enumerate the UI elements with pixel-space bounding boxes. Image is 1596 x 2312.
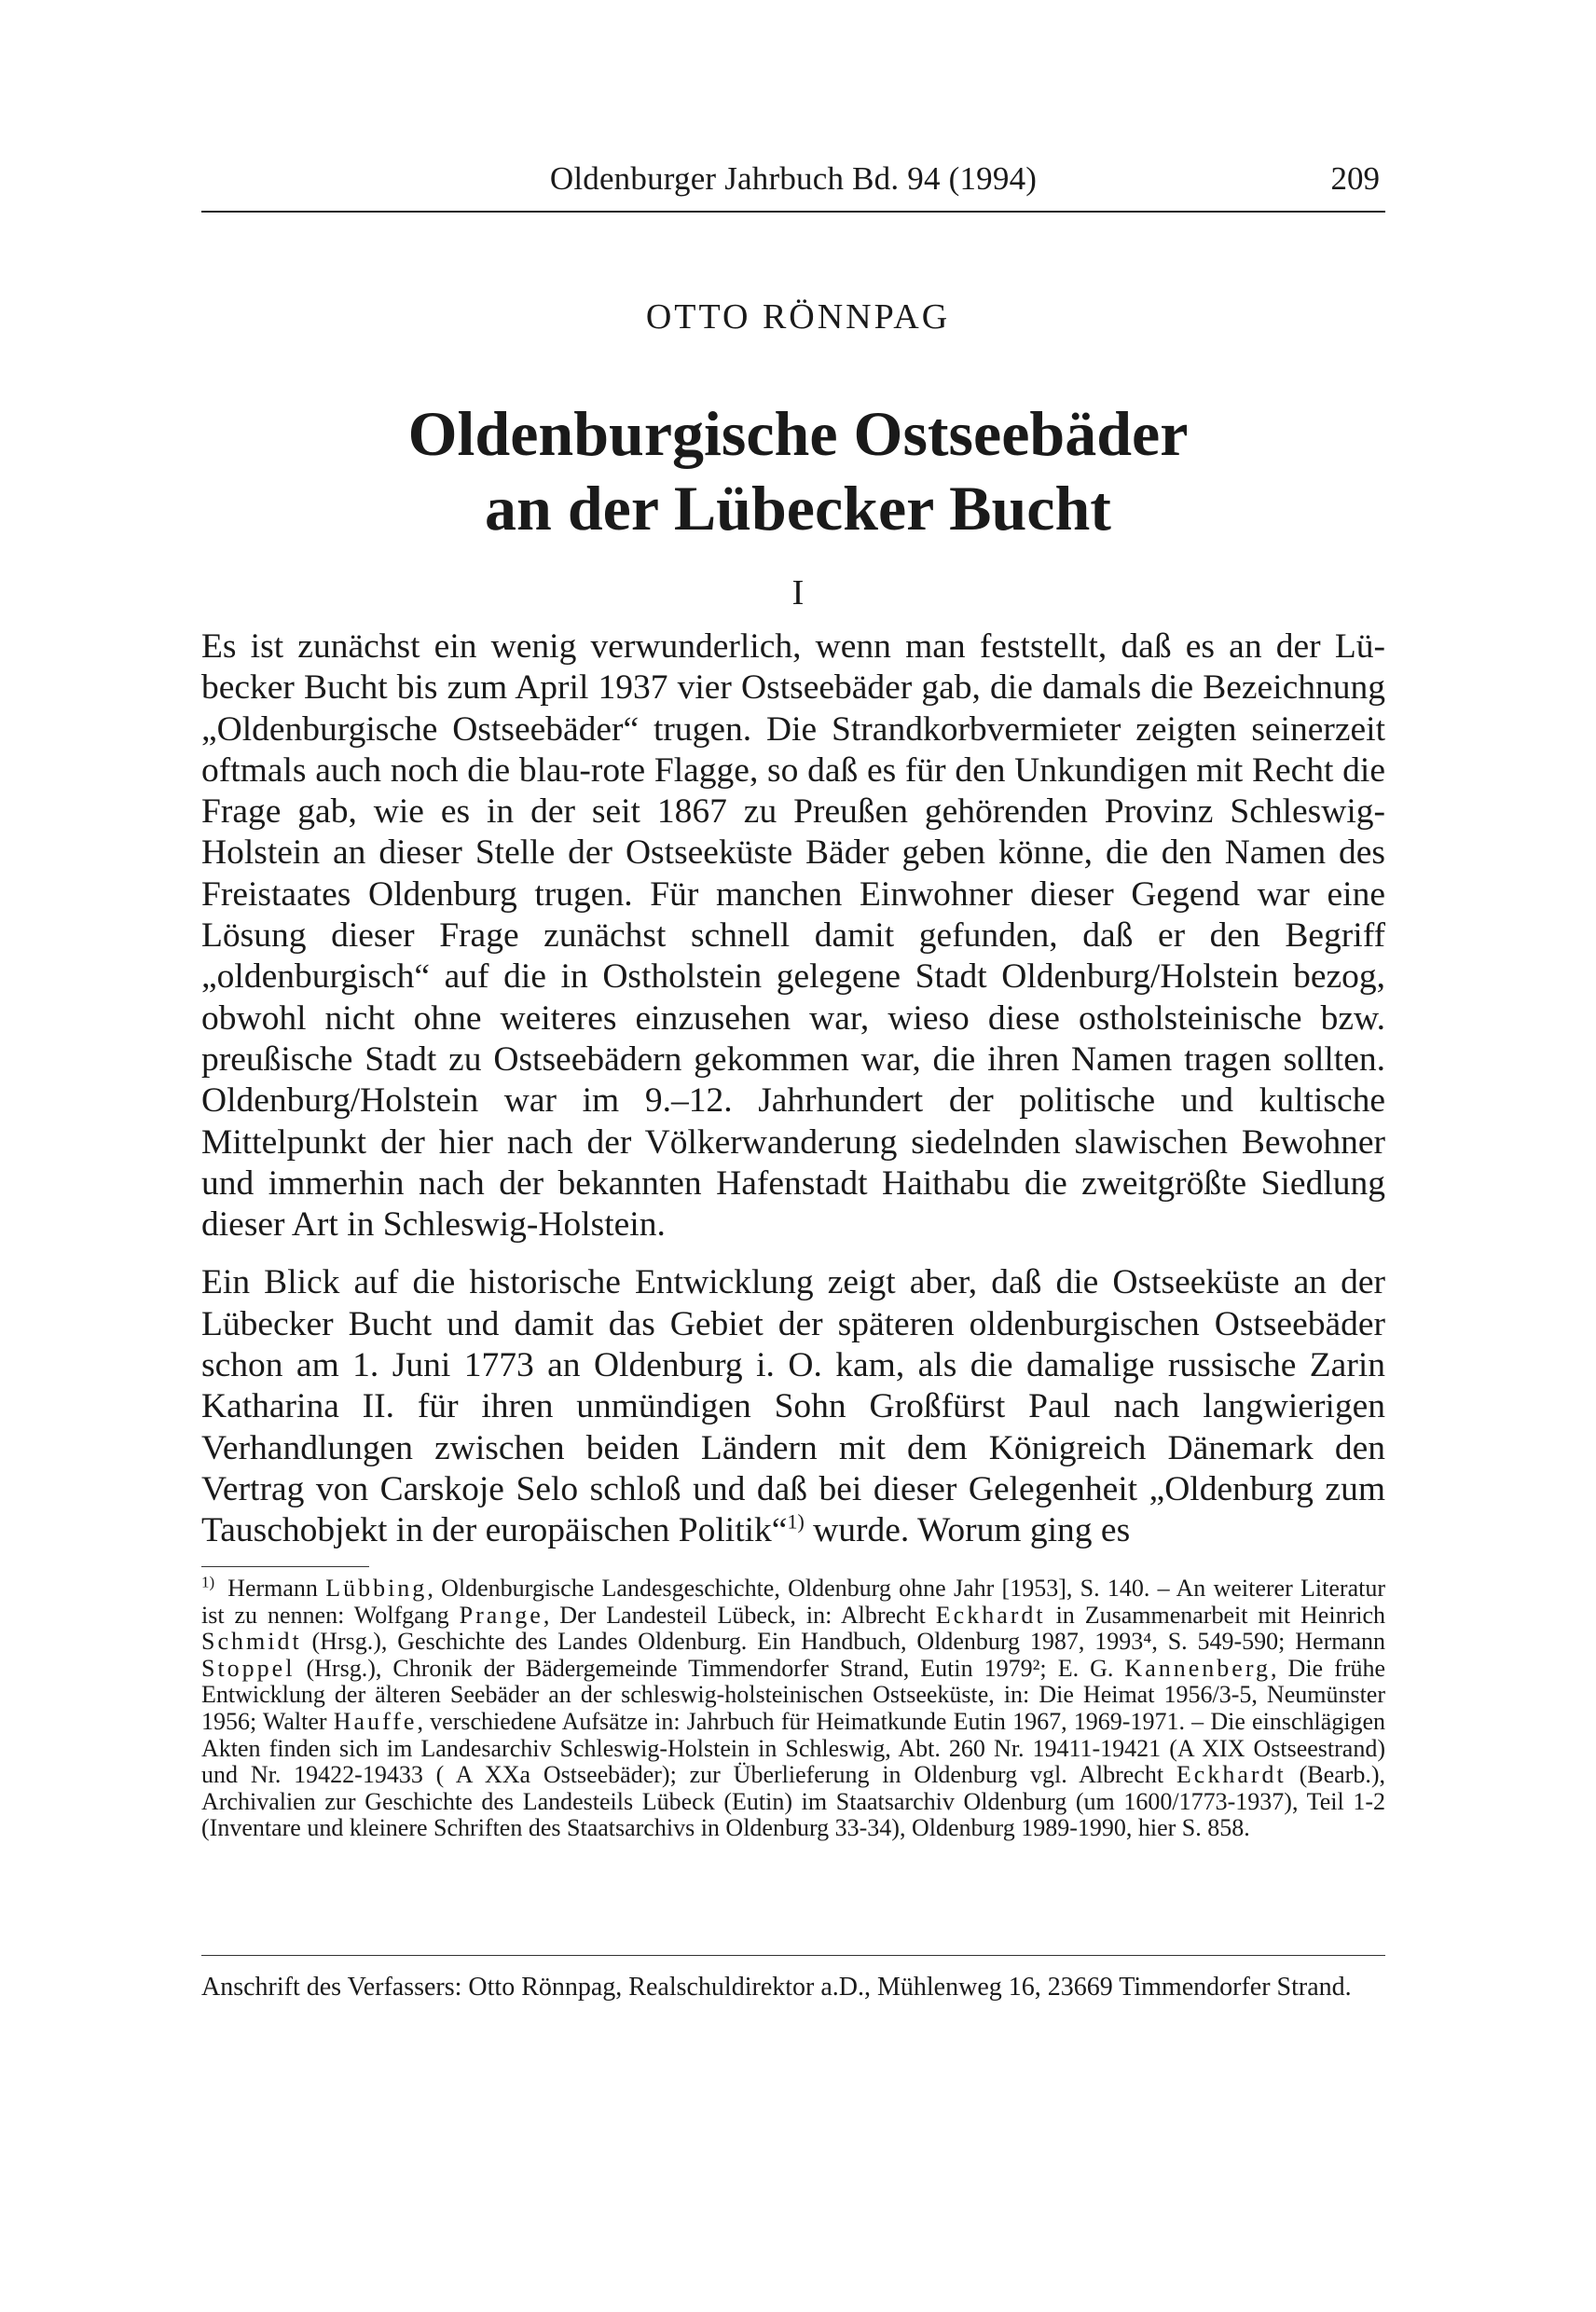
footnote-author-name: Prange (459, 1601, 543, 1629)
address-separator (201, 1955, 1385, 1956)
body-paragraph-2 (201, 1262, 1385, 1551)
footnote-separator (201, 1566, 369, 1567)
footnote-segment: in Zusammenarbeit mit Heinrich (1045, 1601, 1385, 1629)
body-paragraph-1: Es ist zunächst ein wenig verwunderlich, wenn man feststellt, daß es an der Lübecker Bucht bis zum April 1937 vier Ostseebäder gab, die damals die Bezeichnung „Oldenburgische Ostseebäder“ trugen. Die Strandkorbvermieter zeigten seinerzeit oftmals auch noch die blau-rote Flagge, so daß es für den Unkundigen mit Recht die Frage gab, wie es in der seit 1867 zu Preußen gehörenden Provinz Schleswig-Holstein an dieser Stelle der Ostseeküste Bäder geben könne, die den Namen des Freistaates Oldenburg trugen. Für manchen Einwohner dieser Gegend war eine Lösung dieser Frage zunächst schnell damit gefunden, daß er den Begriff „oldenburgisch“ auf die in Ostholstein gelegene Stadt Oldenburg/Holstein bezog, obwohl nicht ohne weiteres einzusehen war, wieso diese ostholsteinische bzw. preußische Stadt zu Ostseebädern gekommen war, die ihren Namen tragen sollten. Oldenburg/Holstein war im 9.–12. Jahrhundert der politische und kultische Mittelpunkt der hier nach der Völkerwanderung siedelnden slawischen Bewohner und immerhin nach der bekannten Hafenstadt Haithabu die zweitgrößte Siedlung dieser Art in Schleswig-Holstein. (201, 627, 1385, 1245)
footnote-segment: (Bearb.), Archivalien zur Geschichte des Landesteils Lübeck (Eutin) im Staatsarchiv Oldenburg (um 1600/1773-1937), Teil 1-2 (Inventare und kleinere Schriften des Staatsarchivs in Oldenburg 33-34), Oldenburg 1989-1990, hier S. 858. (201, 1761, 1385, 1842)
paragraph-2-text: Ein Blick auf die historische Entwicklung zeigt aber, daß die Ostseeküste an der Lübecker Bucht und damit das Gebiet der späteren oldenburgischen Ostseebäder schon am 1. Juni 1773 an Oldenburg i. O. kam, als die damalige russische Zarin Katharina II. für ihren unmündigen Sohn Großfürst Paul nach langwierigen Verhandlungen zwischen beiden Ländern mit dem Königreich Dänemark den Vertrag von Carskoje Selo schloß und daß bei dieser Gelegenheit „Oldenburg zum Tauschobjekt in der europäischen Politik“ (201, 1263, 1385, 1550)
body-text (201, 626, 1385, 1552)
footnote-segment: Hermann (227, 1575, 326, 1602)
footnote-author-name: Schmidt (201, 1628, 302, 1656)
footnote-segment: (Hrsg.), Chronik der Bädergemeinde Timmendorfer Strand, Eutin 1979²; E. G. (295, 1654, 1125, 1682)
footnote-author-name: Eckhardt (935, 1601, 1046, 1629)
footnote-segment: , Die frühe Entwicklung der älteren Seebäder an der schleswig-holsteinischen Ostseeküste, in: Die Heimat 1956/3-5, Neumünster 1956; Walter (201, 1654, 1385, 1735)
footnote (201, 1573, 1385, 1842)
journal-title: Oldenburger Jahrbuch Bd. 94 (1994) (549, 160, 1038, 197)
footnote-segment: , verschiedene Aufsätze in: Jahrbuch für Heimatkunde Eutin 1967, 1969-1971. – Die einschlägigen Akten finden sich im Landesarchiv Schleswig-Holstein in Schleswig, Abt. 260 Nr. 19411-19421 (A XIX Ostseestrand) und Nr. 19422-19433 ( A XXa Ostseebäder); zur Überlieferung in Oldenburg vgl. Albrecht (201, 1707, 1385, 1789)
footnote-marker: 1) (201, 1573, 215, 1591)
page-number: 209 (1330, 160, 1380, 197)
paragraph-2-tail: wurde. Worum ging es (804, 1511, 1131, 1550)
article-author: OTTO RÖNNPAG (645, 297, 951, 337)
section-numeral: I (791, 573, 805, 612)
footnote-author-name: Stoppel (201, 1654, 296, 1682)
title-line-2: an der Lübecker Bucht (485, 473, 1111, 544)
footnote-segment: (Hrsg.), Geschichte des Landes Oldenburg. Ein Handbuch, Oldenburg 1987, 1993⁴, S. 549-590; Hermann (301, 1628, 1385, 1656)
running-header (201, 155, 1385, 213)
title-line-1: Oldenburgische Ostseebäder (407, 398, 1189, 469)
footnote-author-name: Hauffe (333, 1707, 418, 1735)
article-title (0, 396, 1596, 545)
footnote-segment: , Der Landesteil Lübeck, in: Albrecht (543, 1601, 936, 1629)
footnote-reference[interactable]: 1) (787, 1509, 805, 1534)
footnote-segment: , Oldenburgische Landesgeschichte, Oldenburg ohne Jahr [1953], S. 140. – An weiterer Literatur ist zu nennen: Wolfgang (201, 1575, 1385, 1629)
author-address: Anschrift des Verfassers: Otto Rönnpag, Realschuldirektor a.D., Mühlenweg 16, 23669 Timmendorfer Strand. (201, 1973, 1352, 2002)
footnote-author-name: Lübbing (325, 1575, 428, 1602)
footnote-text (201, 1575, 1385, 1841)
footnote-author-name: Eckhardt (1176, 1761, 1286, 1789)
footnote-author-name: Kannenberg (1124, 1654, 1272, 1682)
